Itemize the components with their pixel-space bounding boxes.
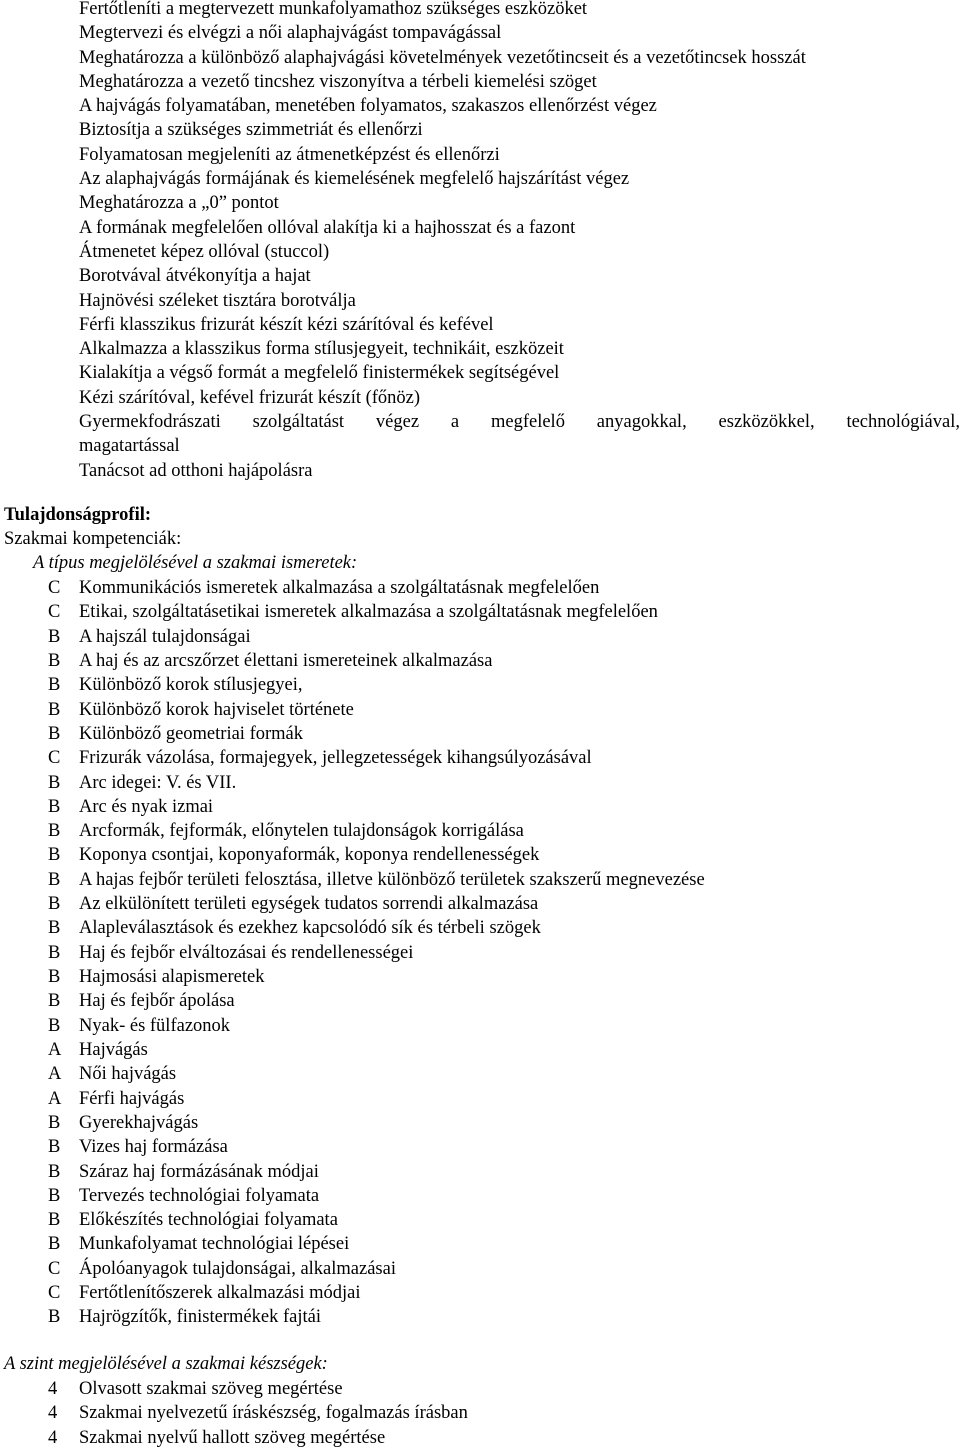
knowledge-row: [0, 916, 960, 940]
knowledge-row: [0, 819, 960, 843]
knowledge-text: Száraz haj formázásának módjai: [79, 1161, 319, 1182]
knowledge-row: [0, 1014, 960, 1038]
knowledge-text: Előkészítés technológiai folyamata: [79, 1210, 338, 1231]
knowledge-level: B: [48, 1307, 61, 1328]
knowledge-level: C: [48, 748, 61, 769]
task-item: A hajvágás folyamatában, menetében folyamatos, szakaszos ellenőrzést végez: [79, 96, 657, 117]
knowledge-row: [0, 1062, 960, 1086]
skill-level: 4: [48, 1403, 58, 1424]
knowledge-level: A: [48, 1064, 62, 1085]
skill-text: Olvasott szakmai szöveg megértése: [79, 1379, 343, 1399]
knowledge-text: Gyerekhajvágás: [79, 1112, 199, 1133]
knowledge-text: Az elkülönített területi egységek tudatos sorrendi alkalmazása: [79, 894, 539, 915]
knowledge-text: Hajvágás: [79, 1039, 148, 1060]
task-list: [79, 0, 960, 483]
knowledge-text: Arc és nyak izmai: [79, 796, 214, 817]
knowledge-row: [0, 673, 960, 697]
knowledge-row: [0, 600, 960, 624]
knowledge-text: Különböző korok stílusjegyei,: [79, 675, 303, 696]
task-item: Meghatározza a „0” pontot: [79, 193, 279, 214]
knowledge-row: [0, 576, 960, 600]
knowledge-level: C: [48, 578, 61, 598]
skills-list: [0, 1377, 960, 1450]
knowledge-text: Ápolóanyagok tulajdonságai, alkalmazásai: [79, 1258, 396, 1279]
task-item: Tanácsot ad otthoni hajápolásra: [79, 460, 313, 481]
knowledge-text: Frizurák vázolása, formajegyek, jellegzetességek kihangsúlyozásával: [79, 748, 592, 769]
knowledge-level: B: [48, 894, 61, 915]
task-item: Folyamatosan megjeleníti az átmenetképzést és ellenőrzi: [79, 144, 500, 165]
knowledge-level: B: [48, 1161, 61, 1182]
knowledge-level: B: [48, 1015, 61, 1036]
knowledge-level: B: [48, 845, 61, 866]
knowledge-level: B: [48, 626, 61, 647]
knowledge-text: Munkafolyamat technológiai lépései: [79, 1234, 350, 1255]
knowledge-level: B: [48, 967, 61, 987]
knowledge-level: C: [48, 1258, 61, 1279]
knowledge-level: B: [48, 1234, 61, 1255]
knowledge-row: [0, 771, 960, 795]
skill-text: Szakmai nyelvű hallott szöveg megértése: [79, 1427, 386, 1448]
task-item: Férfi klasszikus frizurát készít kézi szárítóval és kefével: [79, 314, 494, 335]
knowledge-row: [0, 965, 960, 989]
knowledge-text: Alapleválasztások és ezekhez kapcsolódó sík és térbeli szögek: [79, 918, 541, 939]
knowledge-level: B: [48, 699, 61, 720]
knowledge-level: B: [48, 991, 61, 1012]
task-item-long: Gyermekfodrászati szolgáltatást végez a megfelelő anyagokkal, eszközökkel, technológiával,: [79, 412, 960, 433]
task-item: Fertőtleníti a megtervezett munkafolyamathoz szükséges eszközöket: [79, 0, 588, 19]
knowledge-level: C: [48, 1283, 61, 1304]
task-item: Átmenetet képez ollóval (stuccol): [79, 241, 330, 262]
knowledge-level: B: [48, 650, 61, 671]
task-item: Az alaphajvágás formájának és kiemelésének megfelelő hajszárítást végez: [79, 169, 630, 190]
knowledge-row: [0, 892, 960, 916]
task-item: Hajnövési széleket tisztára borotválja: [79, 290, 356, 311]
knowledge-text: Hajmosási alapismeretek: [79, 967, 265, 987]
knowledge-text: Vizes haj formázása: [79, 1137, 228, 1158]
knowledge-row: [0, 1038, 960, 1062]
knowledge-row: [0, 1111, 960, 1135]
knowledge-text: Női hajvágás: [79, 1064, 177, 1085]
task-item: Kézi szárítóval, kefével frizurát készít (főnöz): [79, 387, 421, 408]
knowledge-row: [0, 941, 960, 965]
skills-heading: A szint megjelölésével a szakmai készségek:: [4, 1354, 328, 1374]
knowledge-text: Haj és fejbőr ápolása: [79, 991, 235, 1012]
knowledge-row: [0, 1208, 960, 1232]
skill-row: [0, 1401, 960, 1425]
knowledge-row: [0, 746, 960, 770]
knowledge-text: Különböző geometriai formák: [79, 723, 303, 744]
skill-row: [0, 1377, 960, 1401]
knowledge-level: B: [48, 918, 61, 939]
knowledge-text: Nyak- és fülfazonok: [79, 1015, 231, 1036]
knowledge-text: Koponya csontjai, koponyaformák, koponya rendellenességek: [79, 845, 540, 866]
knowledge-text: A haj és az arcszőrzet élettani ismereteinek alkalmazása: [79, 650, 493, 671]
knowledge-heading: A típus megjelölésével a szakmai ismeretek:: [33, 553, 358, 573]
knowledge-level: B: [48, 772, 61, 793]
knowledge-row: [0, 843, 960, 867]
skill-row: [0, 1426, 960, 1450]
knowledge-level: B: [48, 723, 61, 744]
knowledge-row: [0, 625, 960, 649]
task-item: A formának megfelelően ollóval alakítja ki a hajhosszat és a fazont: [79, 217, 576, 238]
knowledge-text: Haj és fejbőr elváltozásai és rendellenességei: [79, 942, 414, 963]
knowledge-text: Férfi hajvágás: [79, 1088, 185, 1109]
profile-subtitle: Szakmai kompetenciák:: [4, 529, 182, 549]
knowledge-row: [0, 1087, 960, 1111]
knowledge-level: B: [48, 1210, 61, 1231]
skill-level: 4: [48, 1379, 58, 1399]
knowledge-text: A hajszál tulajdonságai: [79, 626, 251, 647]
task-item: Borotvával átvékonyítja a hajat: [79, 266, 311, 287]
knowledge-row: [0, 989, 960, 1013]
knowledge-level: B: [48, 1137, 61, 1158]
knowledge-text: Különböző korok hajviselet története: [79, 699, 354, 720]
knowledge-level: A: [48, 1088, 62, 1109]
skill-text: Szakmai nyelvezetű íráskészség, fogalmazás írásban: [79, 1403, 468, 1424]
knowledge-text: Hajrögzítők, finistermékek fajtái: [79, 1307, 321, 1328]
knowledge-list: [0, 576, 960, 1330]
knowledge-text: A hajas fejbőr területi felosztása, illetve különböző területek szakszerű megnevezése: [79, 869, 705, 890]
knowledge-text: Arcformák, fejformák, előnytelen tulajdonságok korrigálása: [79, 821, 524, 842]
knowledge-level: A: [48, 1039, 62, 1060]
task-item-long-continuation: magatartással: [79, 436, 180, 457]
knowledge-level: B: [48, 942, 61, 963]
knowledge-row: [0, 722, 960, 746]
profile-title: Tulajdonságprofil:: [4, 505, 152, 525]
knowledge-level: B: [48, 869, 61, 890]
knowledge-row: [0, 1257, 960, 1281]
knowledge-row: [0, 1281, 960, 1305]
knowledge-level: B: [48, 675, 61, 696]
knowledge-row: [0, 1160, 960, 1184]
skill-level: 4: [48, 1427, 58, 1448]
knowledge-row: [0, 1184, 960, 1208]
knowledge-text: Fertőtlenítőszerek alkalmazási módjai: [79, 1283, 361, 1304]
knowledge-text: Arc idegei: V. és VII.: [79, 772, 237, 793]
knowledge-level: B: [48, 821, 61, 842]
knowledge-level: B: [48, 1185, 61, 1206]
knowledge-level: B: [48, 796, 61, 817]
knowledge-row: [0, 1232, 960, 1256]
knowledge-row: [0, 698, 960, 722]
task-item: Megtervezi és elvégzi a női alaphajvágást tompavágással: [79, 23, 502, 44]
task-item: Kialakítja a végső formát a megfelelő finistermékek segítségével: [79, 363, 560, 384]
task-item: Meghatározza a különböző alaphajvágási követelmények vezetőtincseit és a vezetőtincsek hosszát: [79, 47, 806, 68]
knowledge-row: [0, 649, 960, 673]
knowledge-row: [0, 795, 960, 819]
knowledge-text: Tervezés technológiai folyamata: [79, 1185, 320, 1206]
knowledge-level: B: [48, 1112, 61, 1133]
task-item: Biztosítja a szükséges szimmetriát és ellenőrzi: [79, 120, 423, 141]
task-item: Meghatározza a vezető tincshez viszonyítva a térbeli kiemelési szöget: [79, 71, 597, 92]
knowledge-text: Etikai, szolgáltatásetikai ismeretek alkalmazása a szolgáltatásnak megfelelően: [79, 602, 658, 623]
knowledge-row: [0, 1135, 960, 1159]
knowledge-level: C: [48, 602, 61, 623]
knowledge-row: [0, 868, 960, 892]
knowledge-row: [0, 1305, 960, 1329]
task-item: Alkalmazza a klasszikus forma stílusjegyeit, technikáit, eszközeit: [79, 339, 564, 360]
knowledge-text: Kommunikációs ismeretek alkalmazása a szolgáltatásnak megfelelően: [79, 578, 600, 598]
